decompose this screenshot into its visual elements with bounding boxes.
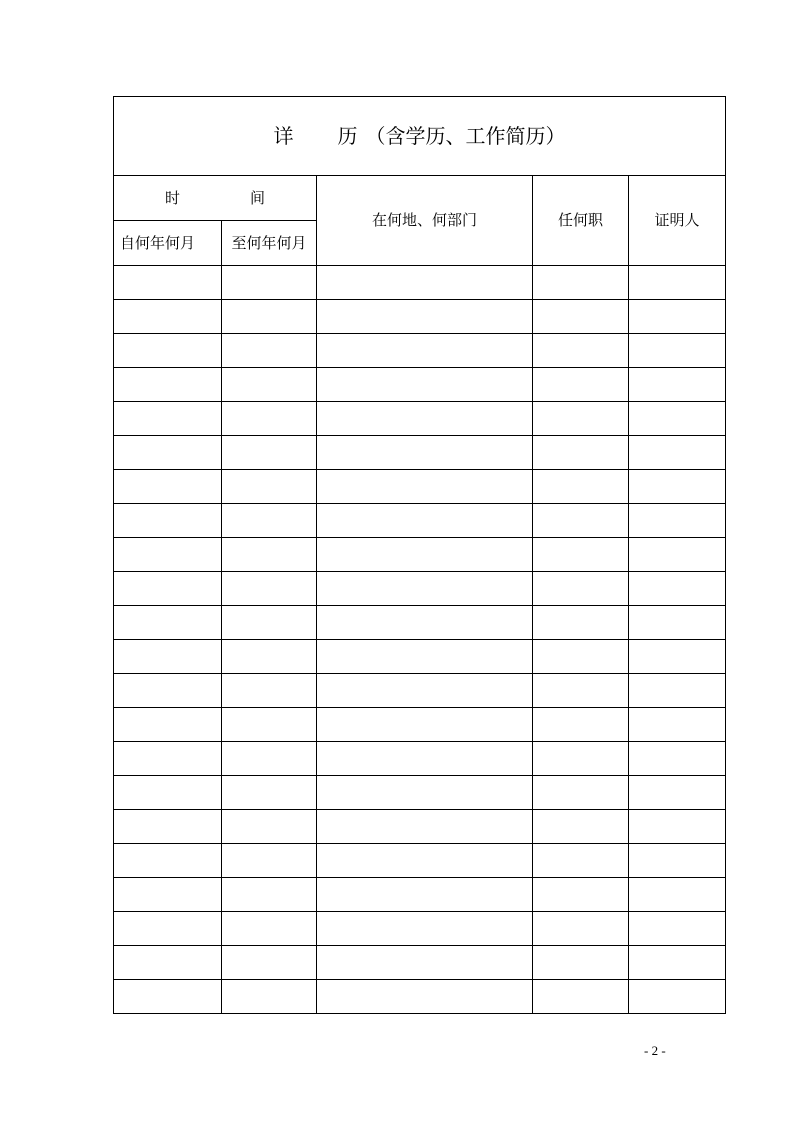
to-date-cell[interactable] [222,300,317,334]
table-row [114,742,726,776]
resume-history-table [113,96,726,1014]
time-header [114,176,317,221]
from-date-cell[interactable] [114,300,222,334]
to-date-cell[interactable] [222,538,317,572]
location-cell[interactable] [317,606,533,640]
witness-cell[interactable] [629,674,726,708]
from-date-cell[interactable] [114,776,222,810]
witness-cell[interactable] [629,946,726,980]
witness-cell[interactable] [629,436,726,470]
table-row [114,946,726,980]
position-cell[interactable] [533,572,629,606]
from-date-cell[interactable] [114,368,222,402]
position-cell[interactable] [533,334,629,368]
from-date-header: 自何年何月 [114,221,222,266]
to-date-cell[interactable] [222,674,317,708]
to-date-cell[interactable] [222,912,317,946]
witness-cell[interactable] [629,538,726,572]
location-cell[interactable] [317,810,533,844]
from-date-cell[interactable] [114,844,222,878]
table-row [114,776,726,810]
table-row [114,266,726,300]
to-date-cell[interactable] [222,334,317,368]
position-cell[interactable] [533,640,629,674]
position-cell[interactable] [533,810,629,844]
table-row [114,878,726,912]
from-date-cell[interactable] [114,538,222,572]
location-cell[interactable] [317,504,533,538]
witness-cell[interactable] [629,878,726,912]
location-cell[interactable] [317,572,533,606]
from-date-cell[interactable] [114,606,222,640]
from-date-cell[interactable] [114,572,222,606]
position-header: 任何职 [533,176,629,266]
table-title-cell [114,97,726,176]
location-cell[interactable] [317,878,533,912]
to-date-cell[interactable] [222,504,317,538]
from-date-cell[interactable] [114,436,222,470]
position-cell[interactable] [533,708,629,742]
location-cell[interactable] [317,742,533,776]
witness-cell[interactable] [629,742,726,776]
to-date-cell[interactable] [222,606,317,640]
position-cell[interactable] [533,538,629,572]
location-cell[interactable] [317,912,533,946]
table-row [114,606,726,640]
to-date-cell[interactable] [222,810,317,844]
to-date-cell[interactable] [222,946,317,980]
location-cell[interactable] [317,334,533,368]
from-date-cell[interactable] [114,266,222,300]
to-date-cell[interactable] [222,878,317,912]
witness-cell[interactable] [629,980,726,1014]
position-cell[interactable] [533,742,629,776]
to-date-header: 至何年何月 [222,221,317,266]
from-date-cell[interactable] [114,504,222,538]
location-cell[interactable] [317,640,533,674]
witness-cell[interactable] [629,504,726,538]
from-date-cell[interactable] [114,470,222,504]
table-row [114,470,726,504]
from-date-cell[interactable] [114,640,222,674]
witness-cell[interactable] [629,402,726,436]
position-cell[interactable] [533,504,629,538]
table-row [114,912,726,946]
position-cell[interactable] [533,674,629,708]
location-cell[interactable] [317,402,533,436]
from-date-cell[interactable] [114,708,222,742]
location-cell[interactable] [317,844,533,878]
to-date-cell[interactable] [222,844,317,878]
witness-cell[interactable] [629,300,726,334]
witness-cell[interactable] [629,368,726,402]
position-cell[interactable] [533,470,629,504]
location-cell[interactable] [317,368,533,402]
time-label-2: 间 [250,188,266,207]
table-row [114,572,726,606]
to-date-cell[interactable] [222,402,317,436]
location-cell[interactable] [317,538,533,572]
to-date-cell[interactable] [222,470,317,504]
witness-cell[interactable] [629,776,726,810]
from-date-cell[interactable] [114,810,222,844]
time-label-1: 时 [164,188,180,207]
location-cell[interactable] [317,776,533,810]
witness-cell[interactable] [629,606,726,640]
witness-header: 证明人 [629,176,726,266]
witness-cell[interactable] [629,266,726,300]
position-cell[interactable] [533,300,629,334]
table-row [114,640,726,674]
title-part-3: （含学历、工作简历） [365,124,566,148]
position-cell[interactable] [533,980,629,1014]
position-cell[interactable] [533,878,629,912]
table-row [114,674,726,708]
table-row [114,980,726,1014]
table-row [114,504,726,538]
to-date-cell[interactable] [222,572,317,606]
table-row [114,368,726,402]
to-date-cell[interactable] [222,266,317,300]
from-date-cell[interactable] [114,334,222,368]
from-date-cell[interactable] [114,674,222,708]
location-header: 在何地、何部门 [317,176,533,266]
title-part-2: 历 [337,124,358,148]
witness-cell[interactable] [629,640,726,674]
location-cell[interactable] [317,470,533,504]
position-cell[interactable] [533,844,629,878]
position-cell[interactable] [533,776,629,810]
to-date-cell[interactable] [222,708,317,742]
page-number: - 2 - [644,1043,666,1058]
from-date-cell[interactable] [114,980,222,1014]
witness-cell[interactable] [629,912,726,946]
location-cell[interactable] [317,436,533,470]
to-date-cell[interactable] [222,436,317,470]
to-date-cell[interactable] [222,640,317,674]
position-cell[interactable] [533,402,629,436]
to-date-cell[interactable] [222,368,317,402]
location-cell[interactable] [317,300,533,334]
position-cell[interactable] [533,368,629,402]
table-row [114,538,726,572]
location-cell[interactable] [317,946,533,980]
position-cell[interactable] [533,946,629,980]
title-part-1: 详 [273,124,294,148]
witness-cell[interactable] [629,844,726,878]
table-row [114,402,726,436]
witness-cell[interactable] [629,708,726,742]
to-date-cell[interactable] [222,742,317,776]
witness-cell[interactable] [629,470,726,504]
from-date-cell[interactable] [114,878,222,912]
witness-cell[interactable] [629,810,726,844]
table-row [114,844,726,878]
position-cell[interactable] [533,436,629,470]
position-cell[interactable] [533,266,629,300]
to-date-cell[interactable] [222,980,317,1014]
witness-cell[interactable] [629,334,726,368]
table-title [274,124,566,148]
table-row [114,708,726,742]
location-cell[interactable] [317,674,533,708]
table-row [114,334,726,368]
to-date-cell[interactable] [222,776,317,810]
from-date-cell[interactable] [114,402,222,436]
table-row [114,436,726,470]
position-cell[interactable] [533,606,629,640]
position-cell[interactable] [533,912,629,946]
location-cell[interactable] [317,266,533,300]
from-date-cell[interactable] [114,742,222,776]
witness-cell[interactable] [629,572,726,606]
from-date-cell[interactable] [114,912,222,946]
from-date-cell[interactable] [114,946,222,980]
location-cell[interactable] [317,980,533,1014]
table-row [114,300,726,334]
location-cell[interactable] [317,708,533,742]
table-row [114,810,726,844]
